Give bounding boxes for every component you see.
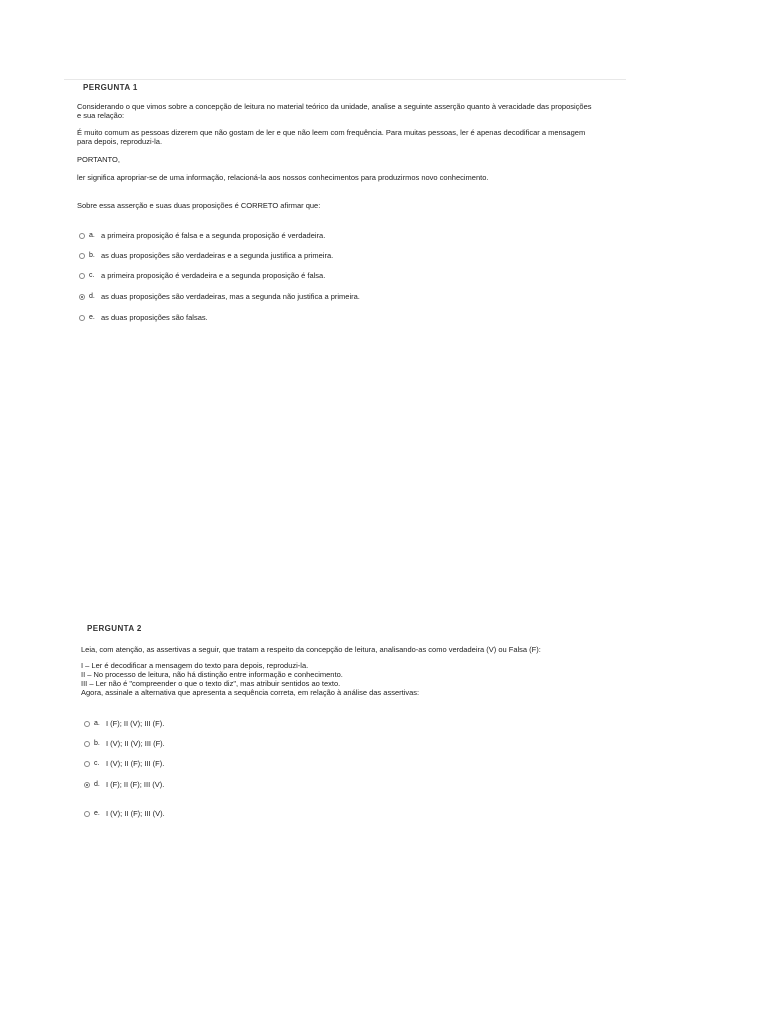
question-2-intro: Leia, com atenção, as assertivas a seguir, que tratam a respeito da concepção de leitura, analisando-as como verdadeira (V) ou Falsa (F): xyxy=(81,645,541,654)
question-1-title: PERGUNTA 1 xyxy=(83,83,138,92)
question-1-option-e[interactable] xyxy=(79,313,208,322)
question-1-option-a[interactable] xyxy=(79,231,325,240)
option-letter: d. xyxy=(89,293,95,300)
option-text: as duas proposições são verdadeiras, mas a segunda não justifica a primeira. xyxy=(101,292,360,301)
option-letter: c. xyxy=(89,272,95,279)
question-2-instruction: Agora, assinale a alternativa que apresenta a sequência correta, em relação à análise das assertivas: xyxy=(81,688,420,697)
option-text: I (F); II (F); III (V). xyxy=(106,780,165,789)
question-2-option-d[interactable] xyxy=(84,780,164,789)
option-letter: b. xyxy=(89,252,95,259)
option-text: I (V); II (F); III (F). xyxy=(106,759,165,768)
option-text: I (F); II (V); III (F). xyxy=(106,719,165,728)
option-text: a primeira proposição é falsa e a segunda proposição é verdadeira. xyxy=(101,231,326,240)
question-2-option-c[interactable] xyxy=(84,759,164,768)
question-1-option-b[interactable] xyxy=(79,251,333,260)
option-text: a primeira proposição é verdadeira e a segunda proposição é falsa. xyxy=(101,271,326,280)
question-1-portanto: PORTANTO, xyxy=(77,155,120,164)
question-1-intro: Considerando o que vimos sobre a concepção de leitura no material teórico da unidade, analise a seguinte asserção quanto à veracidade das proposições e sua relação: xyxy=(77,102,592,120)
option-letter: a. xyxy=(89,232,95,239)
question-2-option-e[interactable] xyxy=(84,809,165,818)
radio-button[interactable] xyxy=(84,741,90,747)
question-2-option-a[interactable] xyxy=(84,719,164,728)
question-2-option-b[interactable] xyxy=(84,739,165,748)
option-letter: b. xyxy=(94,740,100,747)
radio-button[interactable] xyxy=(84,721,90,727)
question-1-prompt: Sobre essa asserção e suas duas proposições é CORRETO afirmar que: xyxy=(77,201,321,210)
radio-button[interactable] xyxy=(79,253,85,259)
option-text: I (V); II (F); III (V). xyxy=(106,809,165,818)
option-letter: e. xyxy=(89,314,95,321)
option-letter: a. xyxy=(94,720,100,727)
option-text: as duas proposições são falsas. xyxy=(101,313,208,322)
radio-button[interactable] xyxy=(84,811,90,817)
radio-button[interactable] xyxy=(79,273,85,279)
option-text: I (V); II (V); III (F). xyxy=(106,739,165,748)
question-2-assertion-1: I – Ler é decodificar a mensagem do texto para depois, reproduzi-la. xyxy=(81,661,309,670)
question-1-proposition-2: ler significa apropriar-se de uma informação, relacioná-la aos nossos conhecimentos para produzirmos novo conhecimento. xyxy=(77,173,489,182)
option-letter: c. xyxy=(94,760,100,767)
question-2-title: PERGUNTA 2 xyxy=(87,624,142,633)
option-text: as duas proposições são verdadeiras e a segunda justifica a primeira. xyxy=(101,251,334,260)
question-1-option-c[interactable] xyxy=(79,271,325,280)
radio-button[interactable] xyxy=(84,761,90,767)
question-2-assertion-3: III – Ler não é "compreender o que o texto diz", mas atribuir sentidos ao texto. xyxy=(81,679,341,688)
question-1-option-d[interactable] xyxy=(79,292,360,301)
question-2-assertion-2: II – No processo de leitura, não há distinção entre informação e conhecimento. xyxy=(81,670,343,679)
top-divider xyxy=(64,79,626,80)
option-letter: e. xyxy=(94,810,100,817)
radio-button[interactable] xyxy=(79,233,85,239)
option-letter: d. xyxy=(94,781,100,788)
radio-button[interactable] xyxy=(79,315,85,321)
radio-button-selected[interactable] xyxy=(79,294,85,300)
question-1-proposition-1: É muito comum as pessoas dizerem que não gostam de ler e que não leem com frequência. Para muitas pessoas, ler é apenas decodificar a mensagem para depois, reproduzi-la. xyxy=(77,128,586,146)
radio-button-selected[interactable] xyxy=(84,782,90,788)
